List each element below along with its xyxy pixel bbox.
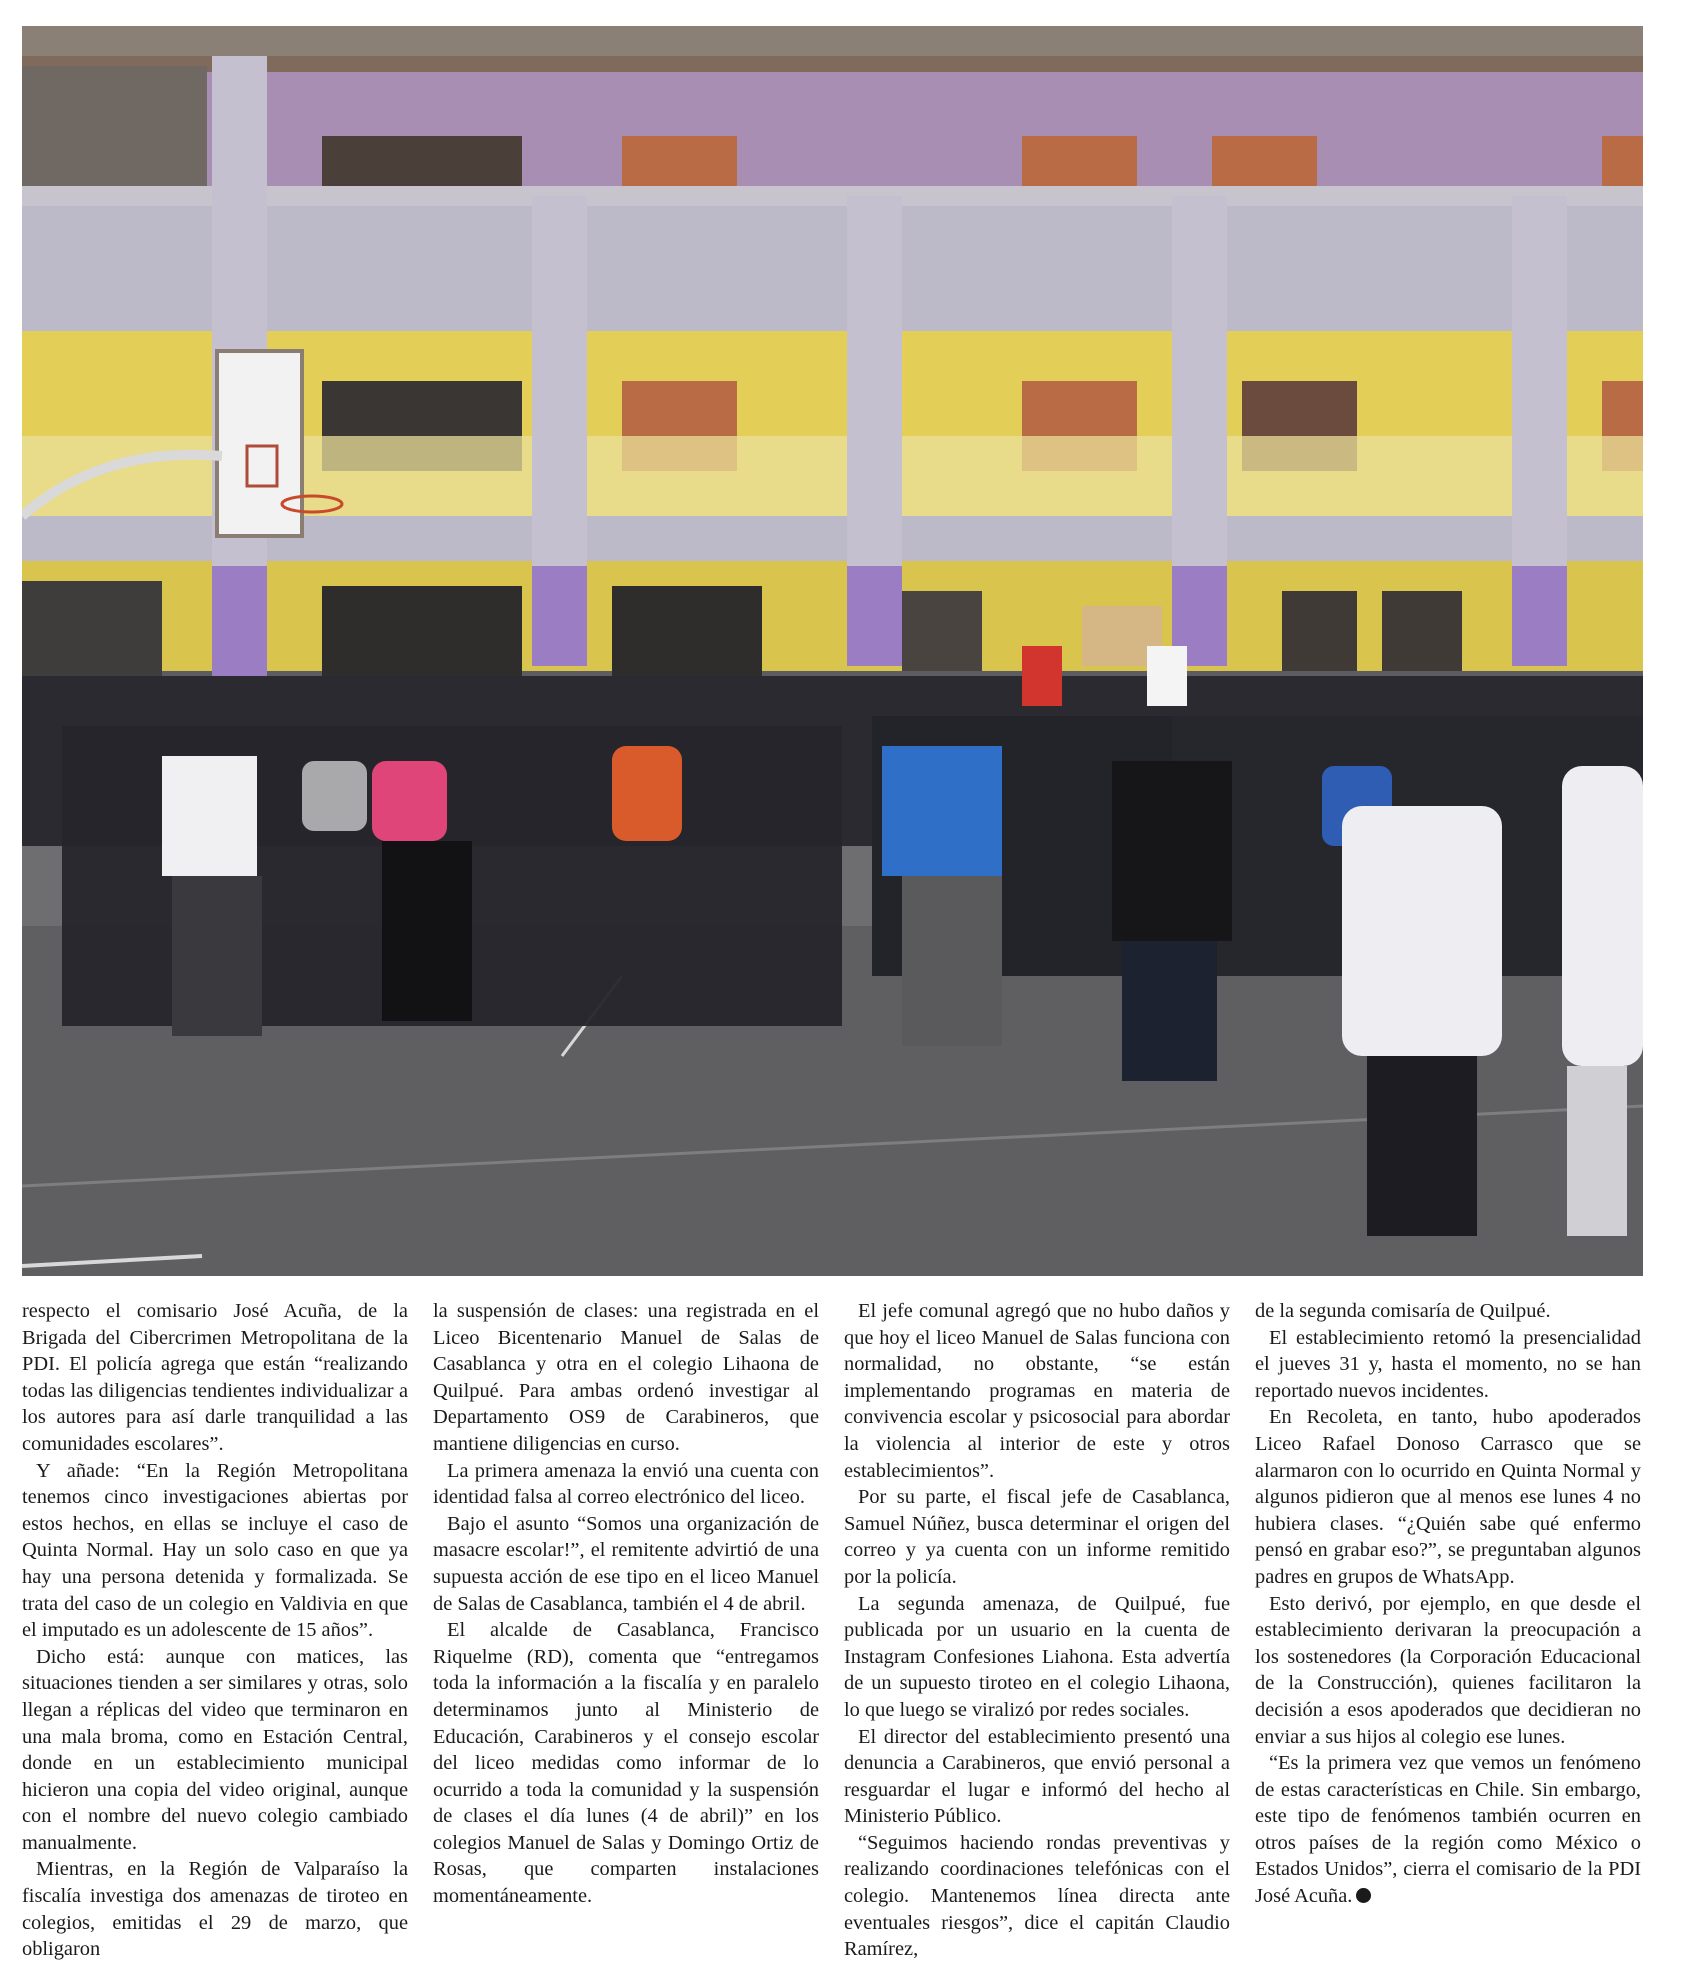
paragraph: “Seguimos haciendo rondas preventivas y realizando coordinaciones telefónicas con el colegio. Mantenemos línea directa ante eventuales riesgos”, dice el capitán Claudio Ramírez, — [844, 1831, 1230, 1961]
paragraph: Dicho está: aunque con matices, las situaciones tienden a ser similares y otras, solo llegan a réplicas del video que terminaron en una mala broma, como en Estación Central, donde en un establecimiento municipal hicieron una copia del video original, aunque con el nombre del nuevo colegio cambiado manualmente. — [22, 1645, 408, 1854]
paragraph: El jefe comunal agregó que no hubo daños y que hoy el liceo Manuel de Salas funciona con normalidad, no obstante, “se están implementando programas en materia de convivencia escolar y psicosocial para abordar la violencia al interior de este y otros establecimientos”. — [844, 1300, 1230, 1482]
paragraph: Y añade: “En la Región Metropolitana tenemos cinco investigaciones abiertas por estos hechos, en ellas se incluye el caso de Quinta Normal. Hay un solo caso en que ya hay una persona detenida y formalizada. Se trata del caso de un colegio en Valdivia en que el imputado es un adolescente de 15 años”. — [22, 1459, 408, 1642]
paragraph: de la segunda comisaría de Quilpué. — [1255, 1300, 1551, 1322]
paragraph: la suspensión de clases: una registrada en el Liceo Bicentenario Manuel de Salas de Casablanca y otra en el colegio Lihaona de Quilpué. Para ambas ordenó investigar al Departamento OS9 de Carabineros, que mantiene diligencias en curso. — [433, 1300, 819, 1455]
article-column-2 — [433, 1298, 819, 1910]
paragraph: En Recoleta, en tanto, hubo apoderados Liceo Rafael Donoso Carrasco que se alarmaron con lo ocurrido en Quinta Normal y algunos pidieron que al menos ese lunes 4 no hubiera clases. “¿Quién sabe qué enfermo pensó en grabar eso?”, se preguntaban algunos padres en grupos de WhatsApp. — [1255, 1406, 1641, 1588]
paragraph: El director del establecimiento presentó una denuncia a Carabineros, que envió personal a resguardar el lugar e informó del hecho al Ministerio Público. — [844, 1725, 1230, 1828]
paragraph: Por su parte, el fiscal jefe de Casablanca, Samuel Núñez, busca determinar el origen del correo y ya cuenta con un informe remitido por la policía. — [844, 1486, 1230, 1588]
article-body — [22, 1298, 1643, 1961]
article-column-4 — [1255, 1298, 1641, 1910]
article-column-1 — [22, 1298, 408, 1963]
paragraph: respecto el comisario José Acuña, de la Brigada del Cibercrimen Metropolitana de la PDI. El policía agrega que están “realizando todas las diligencias tendientes individualizar a los autores para así darle tranquilidad a las comunidades escolares”. — [22, 1300, 408, 1455]
paragraph-final-text: “Es la primera vez que vemos un fenómeno de estas características en Chile. Sin embargo, este tipo de fenómenos también ocurren en otros países de la región como México o Estados Unidos”, cierra el comisario de la PDI José Acuña. — [1255, 1752, 1641, 1908]
paragraph: El alcalde de Casablanca, Francisco Riquelme (RD), comenta que “entregamos toda la información a la fiscalía y en paralelo determinamos junto al Ministerio de Educación, Carabineros y el consejo escolar del liceo medidas como informar de lo ocurrido a toda la comunidad y la suspensión de clases el día lunes (4 de abril)” en los colegios Manuel de Salas y Domingo Ortiz de Rosas, que comparten instalaciones momentáneamente. — [433, 1619, 819, 1908]
paragraph-final — [1255, 1750, 1641, 1910]
paragraph: Bajo el asunto “Somos una organización de masacre escolar!”, el remitente advirtió de una supuesta acción de ese tipo en el liceo Manuel de Salas de Casablanca, también el 4 de abril. — [433, 1512, 819, 1615]
paragraph: La primera amenaza la envió una cuenta con identidad falsa al correo electrónico del liceo. — [433, 1459, 819, 1509]
school-courtyard-photo — [22, 26, 1643, 1276]
paragraph: Esto derivó, por ejemplo, en que desde el establecimiento derivaran la preocupación a los sostenedores (la Corporación Educacional de la Construcción), quienes facilitaron la decisión a esos apoderados que decidieran no enviar a sus hijos al colegio ese lunes. — [1255, 1592, 1641, 1748]
paragraph: La segunda amenaza, de Quilpué, fue publicada por un usuario en la cuenta de Instagram Confesiones Liahona. Esta advertía de un supuesto tiroteo en el colegio Lihaona, lo que luego se viralizó por redes sociales. — [844, 1592, 1230, 1721]
article-photo — [22, 26, 1643, 1276]
end-of-article-icon — [1356, 1888, 1371, 1903]
paragraph: Mientras, en la Región de Valparaíso la fiscalía investiga dos amenazas de tiroteo en colegios, emitidas el 29 de marzo, que obligaron — [22, 1858, 408, 1961]
article-column-3 — [844, 1298, 1230, 1963]
paragraph: El establecimiento retomó la presencialidad el jueves 31 y, hasta el momento, no se han reportado nuevos incidentes. — [1255, 1326, 1641, 1402]
